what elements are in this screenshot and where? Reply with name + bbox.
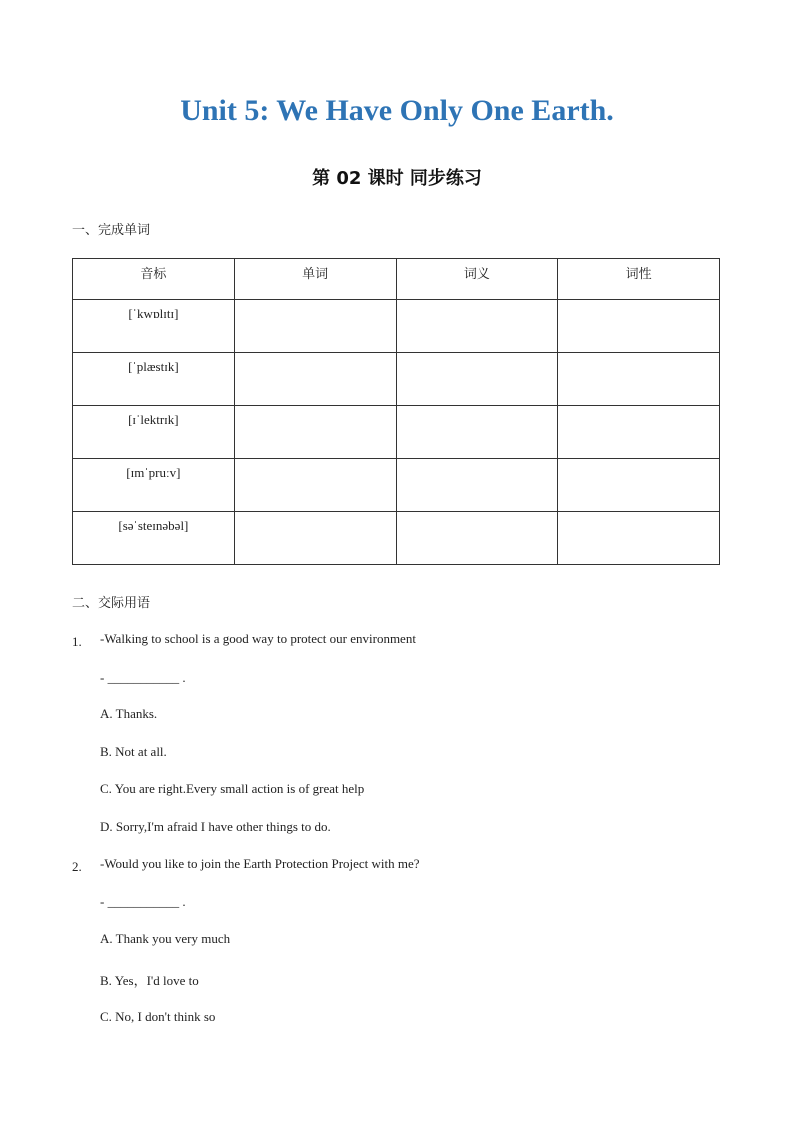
part-of-speech-cell[interactable] [558,406,720,459]
phonetic-cell: [ˈkwɒlɪtɪ] [73,300,235,353]
table-row [73,353,720,406]
question-prompt: -Would you like to join the Earth Protection Project with me? [100,856,420,871]
phonetic-cell: [ɪmˈpruːv] [73,459,235,512]
meaning-cell[interactable] [396,353,558,406]
word-cell[interactable] [234,512,396,565]
part-of-speech-cell[interactable] [558,353,720,406]
meaning-cell[interactable] [396,406,558,459]
table-row [73,459,720,512]
word-cell[interactable] [234,353,396,406]
page-title: Unit 5: We Have Only One Earth. [180,94,614,127]
part-of-speech-cell[interactable] [558,459,720,512]
meaning-cell[interactable] [396,459,558,512]
option-a[interactable]: A. Thanks. [100,706,158,721]
page-subtitle: 第 02 课时 同步练习 [312,168,482,189]
column-header-meaning: 词义 [396,259,558,300]
section-heading-dialogue: 二、交际用语 [72,596,151,611]
option-a[interactable]: A. Thank you very much [100,931,231,946]
option-c[interactable]: C. No, I don't think so [100,1009,216,1024]
question-number: 1. [72,634,82,649]
table-row [73,300,720,353]
section-heading-vocabulary: 一、完成单词 [72,223,151,238]
question-number: 2. [72,859,82,874]
table-header-row [73,259,720,300]
option-c[interactable]: C. You are right.Every small action is of great help [100,781,365,796]
phonetic-cell: [ˈplæstɪk] [73,353,235,406]
answer-blank[interactable]: - ___________ . [100,670,186,685]
answer-blank[interactable]: - ___________ . [100,894,186,909]
word-cell[interactable] [234,406,396,459]
phonetic-cell: [ɪˈlektrɪk] [73,406,235,459]
word-cell[interactable] [234,459,396,512]
option-b[interactable]: B. Not at all. [100,744,167,759]
column-header-part-of-speech: 词性 [558,259,720,300]
table-row [73,406,720,459]
part-of-speech-cell[interactable] [558,300,720,353]
option-d[interactable]: D. Sorry,I'm afraid I have other things to do. [100,819,331,834]
phonetic-cell: [səˈsteɪnəbəl] [73,512,235,565]
question-prompt: -Walking to school is a good way to protect our environment [100,631,416,646]
vocabulary-table [72,258,720,565]
meaning-cell[interactable] [396,512,558,565]
meaning-cell[interactable] [396,300,558,353]
option-b[interactable]: B. Yes，I'd love to [100,973,199,988]
column-header-phonetic: 音标 [73,259,235,300]
part-of-speech-cell[interactable] [558,512,720,565]
table-row [73,512,720,565]
column-header-word: 单词 [234,259,396,300]
word-cell[interactable] [234,300,396,353]
